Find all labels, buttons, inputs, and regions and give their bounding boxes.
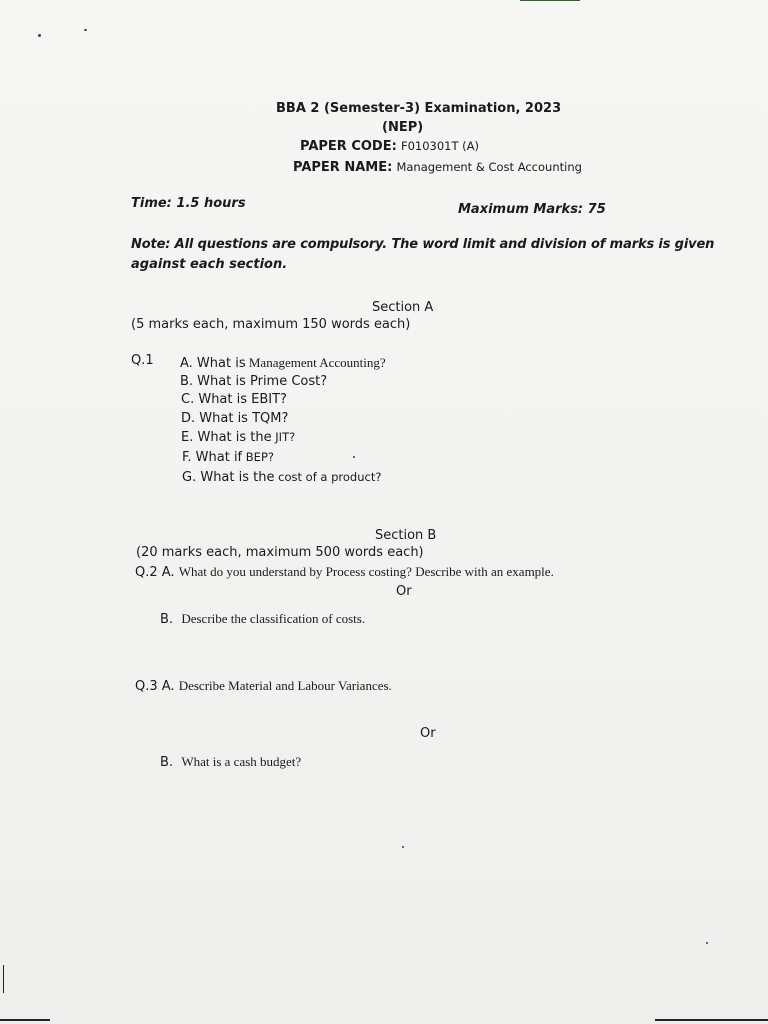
question-2-label: Q.2 A. bbox=[135, 565, 175, 580]
scan-edge-bottom-right bbox=[655, 1019, 768, 1021]
scan-speck bbox=[402, 846, 404, 848]
scan-edge-bottom-left bbox=[0, 1019, 50, 1021]
section-b-title: Section B bbox=[375, 528, 437, 543]
paper-code-label: PAPER CODE: bbox=[300, 139, 397, 154]
scan-speck bbox=[353, 456, 355, 458]
exam-scheme: (NEP) bbox=[382, 120, 424, 135]
exam-time: Time: 1.5 hours bbox=[131, 196, 246, 211]
paper-code-value: F010301T (A) bbox=[400, 139, 479, 153]
question-2-b-text: Describe the classification of costs. bbox=[181, 611, 366, 626]
section-a-instructions: (5 marks each, maximum 150 words each) bbox=[131, 317, 411, 332]
question-3-or: Or bbox=[420, 726, 436, 741]
scan-edge-top bbox=[520, 0, 580, 1]
question-1-number: Q.1 bbox=[131, 353, 154, 368]
paper-name bbox=[293, 160, 582, 175]
paper-code bbox=[300, 139, 479, 154]
paper-name-value: Management & Cost Accounting bbox=[396, 160, 582, 174]
question-1-item-e: E. What is the JIT? bbox=[181, 430, 296, 445]
question-1-item-c: C. What is EBIT? bbox=[181, 392, 287, 407]
question-1-item-g: G. What is the cost of a product? bbox=[182, 470, 382, 485]
section-a-title: Section A bbox=[372, 300, 434, 315]
question-1-item-f: F. What if BEP? bbox=[182, 450, 274, 465]
paper-name-label: PAPER NAME: bbox=[293, 160, 393, 175]
question-3-part-b bbox=[160, 754, 301, 770]
question-1-item-b: B. What is Prime Cost? bbox=[180, 374, 328, 389]
question-1-item-d: D. What is TQM? bbox=[181, 411, 289, 426]
question-3-label: Q.3 A. bbox=[135, 679, 175, 694]
maximum-marks: Maximum Marks: 75 bbox=[458, 202, 606, 217]
question-2-a-text: What do you understand by Process costing? Describe with an example. bbox=[178, 564, 554, 579]
question-1-item-a: A. What is Management Accounting? bbox=[180, 355, 386, 371]
exam-title: BBA 2 (Semester-3) Examination, 2023 bbox=[276, 101, 562, 116]
scan-speck bbox=[706, 942, 708, 944]
question-3-b-label: B. bbox=[160, 755, 174, 770]
scan-speck bbox=[38, 34, 41, 37]
question-2-part-b bbox=[160, 611, 365, 627]
question-3-a-text: Describe Material and Labour Variances. bbox=[178, 678, 392, 693]
question-2-or: Or bbox=[396, 584, 412, 599]
scan-speck bbox=[84, 29, 87, 31]
question-3-b-text: What is a cash budget? bbox=[181, 754, 302, 769]
section-b-instructions: (20 marks each, maximum 500 words each) bbox=[136, 545, 424, 560]
note-line-1: Note: All questions are compulsory. The word limit and division of marks is given bbox=[131, 237, 715, 252]
scan-edge-left bbox=[3, 965, 4, 993]
question-3-part-a bbox=[135, 678, 392, 694]
question-2-part-a bbox=[135, 564, 554, 580]
note-line-2: against each section. bbox=[131, 257, 288, 272]
question-2-b-label: B. bbox=[160, 612, 174, 627]
